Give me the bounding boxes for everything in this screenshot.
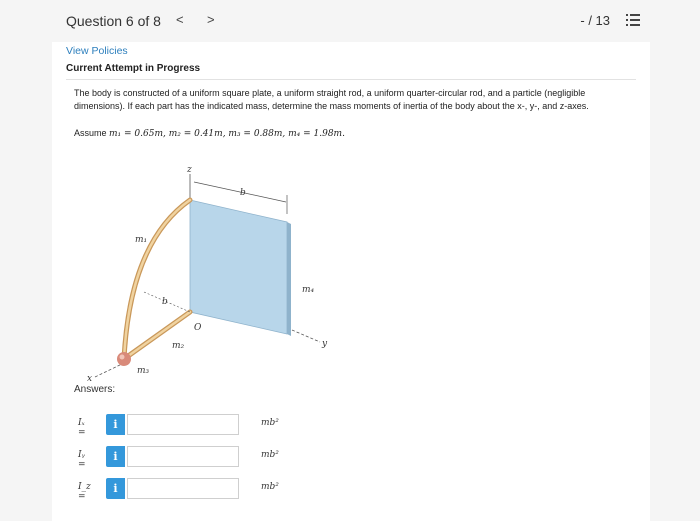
prev-question-button[interactable]: < [176, 12, 184, 27]
info-icon[interactable]: i [106, 446, 125, 467]
answers-label: Answers: [74, 384, 116, 395]
m2-label: m₂ [172, 341, 185, 351]
question-panel [52, 42, 650, 521]
question-counter: Question 6 of 8 [66, 13, 161, 29]
iz-unit: mb² [261, 482, 279, 492]
question-list-icon[interactable] [626, 13, 640, 27]
ix-label: Iₓ = [78, 418, 86, 438]
assumption-line [74, 128, 345, 139]
y-axis [292, 330, 320, 342]
ix-input[interactable] [127, 414, 239, 435]
y-axis-label: y [322, 339, 328, 349]
m1-label: m₁ [135, 235, 148, 245]
divider [66, 79, 636, 80]
view-policies-link[interactable]: View Policies [66, 45, 128, 57]
ix-unit: mb² [261, 418, 279, 428]
attempt-status: Current Attempt in Progress [66, 63, 201, 74]
iy-label: Iᵧ = [78, 450, 86, 470]
m4-label: m₄ [302, 285, 315, 295]
problem-figure [82, 152, 342, 382]
iz-input[interactable] [127, 478, 239, 499]
dimension-b-top: b [240, 188, 246, 198]
iy-input[interactable] [127, 446, 239, 467]
next-question-button[interactable]: > [207, 12, 215, 27]
particle-highlight [120, 355, 125, 360]
assumption-prefix: Assume [74, 128, 110, 138]
plate-edge [287, 222, 291, 336]
iz-label: I_z = [78, 482, 91, 502]
particle [117, 352, 131, 366]
x-axis [95, 363, 124, 377]
info-icon[interactable]: i [106, 414, 125, 435]
dimension-b-mid: b [162, 297, 168, 307]
z-axis-label: z [187, 165, 192, 175]
question-header [52, 0, 650, 42]
square-plate [190, 200, 287, 334]
assumption-values: m₁ = 0.65m, m₂ = 0.41m, m₃ = 0.88m, m₄ = 1.98m. [109, 129, 345, 139]
x-axis-label: x [87, 374, 93, 382]
origin-label: O [194, 323, 202, 333]
score-display: - / 13 [580, 13, 610, 28]
info-icon[interactable]: i [106, 478, 125, 499]
problem-statement: The body is constructed of a uniform square plate, a uniform straight rod, a uniform quarter-circular rod, and a particle (negligible dimensions). If each part has the indicated mass, determine the mass moments of inertia of the body about the x-, y-, and z-axes. [74, 88, 589, 111]
m3-label: m₃ [137, 366, 150, 376]
straight-rod-highlight [124, 312, 190, 359]
iy-unit: mb² [261, 450, 279, 460]
